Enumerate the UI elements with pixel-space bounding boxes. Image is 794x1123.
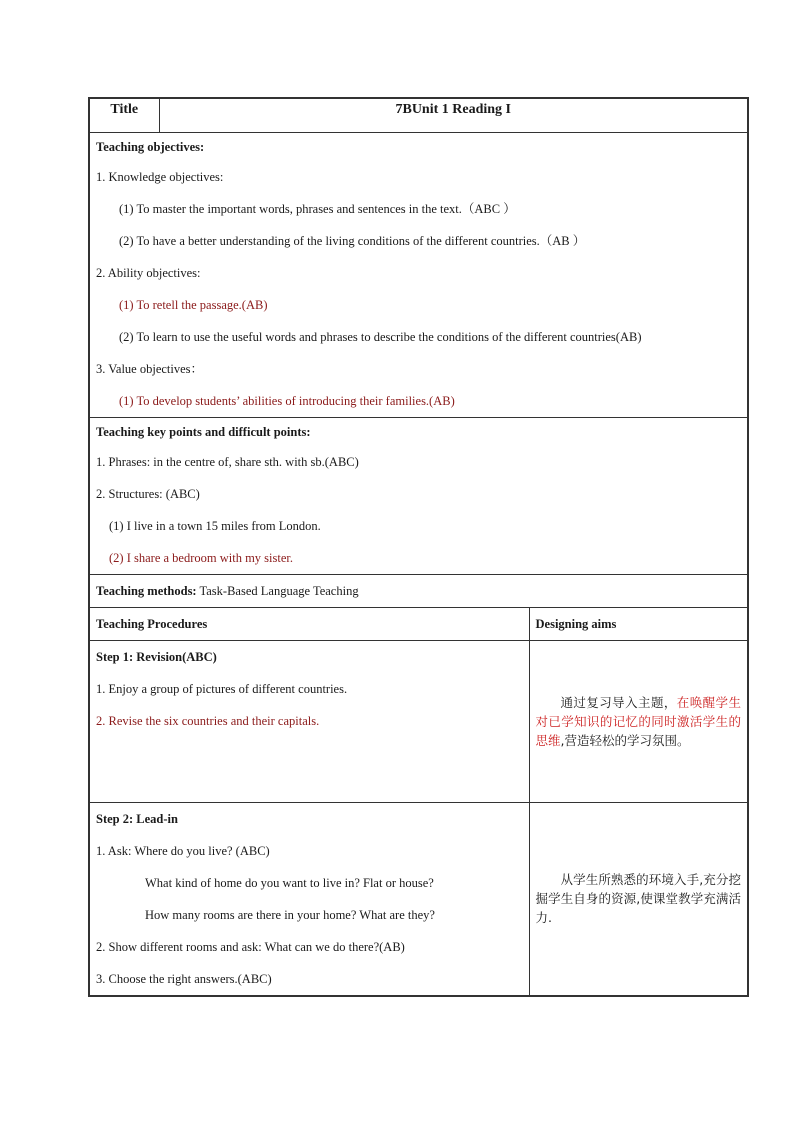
step2-cell: [89, 802, 529, 996]
step2-aim-cell: [529, 802, 748, 996]
knowledge-label: 1. Knowledge objectives:: [96, 169, 224, 184]
step1-cell: [89, 640, 529, 802]
objectives-row: [89, 132, 748, 417]
procedures-header-row: [89, 607, 748, 640]
procedures-header: [89, 607, 529, 640]
step1-row: [89, 640, 748, 802]
methods-cell: [89, 574, 748, 607]
step1-aim-part3: ,营造轻松的学习氛围。: [560, 732, 690, 748]
ability-item: (2) To learn to use the useful words and phrases to describe the conditions of the different countries(AB): [119, 329, 642, 344]
keypoints-heading: Teaching key points and difficult points:: [96, 424, 311, 439]
methods-value: Task-Based Language Teaching: [199, 583, 359, 598]
structure-item: (2) I share a bedroom with my sister.: [109, 550, 293, 565]
step2-line: 1. Ask: Where do you live? (ABC): [96, 843, 270, 858]
step2-line: 2. Show different rooms and ask: What can we do there?(AB): [96, 939, 405, 954]
phrases-line: 1. Phrases: in the centre of, share sth. with sb.(ABC): [96, 454, 359, 469]
methods-row: [89, 574, 748, 607]
procedures-heading: Teaching Procedures: [96, 616, 208, 631]
keypoints-row: [89, 417, 748, 574]
lesson-plan-table: [88, 97, 749, 997]
title-label: Title: [89, 98, 159, 132]
keypoints-cell: [89, 417, 748, 574]
step2-heading: Step 2: Lead-in: [96, 811, 178, 826]
step2-line: 3. Choose the right answers.(ABC): [96, 971, 272, 986]
aims-heading: Designing aims: [535, 616, 617, 631]
objectives-cell: [89, 132, 748, 417]
step2-line: How many rooms are there in your home? What are they?: [145, 907, 435, 922]
step1-aim-part2: 在唤醒学生对已学知识的记忆的同时激活学生的思维: [535, 694, 741, 748]
value-label: 3. Value objectives：: [96, 361, 204, 376]
aims-header: [529, 607, 748, 640]
step2-aim: 从学生所熟悉的环境入手,充分挖掘学生自身的资源,使课堂教学充满活力.: [535, 872, 741, 925]
step2-row: [89, 802, 748, 996]
structure-item: (1) I live in a town 15 miles from London.: [109, 518, 321, 533]
value-item: (1) To develop students’ abilities of introducing their families.(AB): [119, 393, 455, 408]
step1-aim: [536, 693, 742, 750]
methods-label: Teaching methods:: [96, 583, 197, 598]
knowledge-item: (2) To have a better understanding of the living conditions of the different countries.（AB ）: [119, 233, 586, 248]
objectives-heading: Teaching objectives:: [96, 139, 205, 154]
step1-aim-part1: 通过复习导入主题，: [560, 694, 677, 710]
ability-label: 2. Ability objectives:: [96, 265, 201, 280]
title-value: 7BUnit 1 Reading I: [159, 98, 748, 132]
step1-aim-cell: [529, 640, 748, 802]
knowledge-item: (1) To master the important words, phrases and sentences in the text.（ABC ）: [119, 201, 516, 216]
step1-line: 1. Enjoy a group of pictures of different countries.: [96, 681, 348, 696]
ability-item: (1) To retell the passage.(AB): [119, 297, 268, 312]
step1-line: 2. Revise the six countries and their capitals.: [96, 713, 320, 728]
title-row: [89, 98, 748, 132]
structures-label: 2. Structures: (ABC): [96, 486, 200, 501]
step1-heading: Step 1: Revision(ABC): [96, 649, 217, 664]
step2-line: What kind of home do you want to live in? Flat or house?: [145, 875, 434, 890]
